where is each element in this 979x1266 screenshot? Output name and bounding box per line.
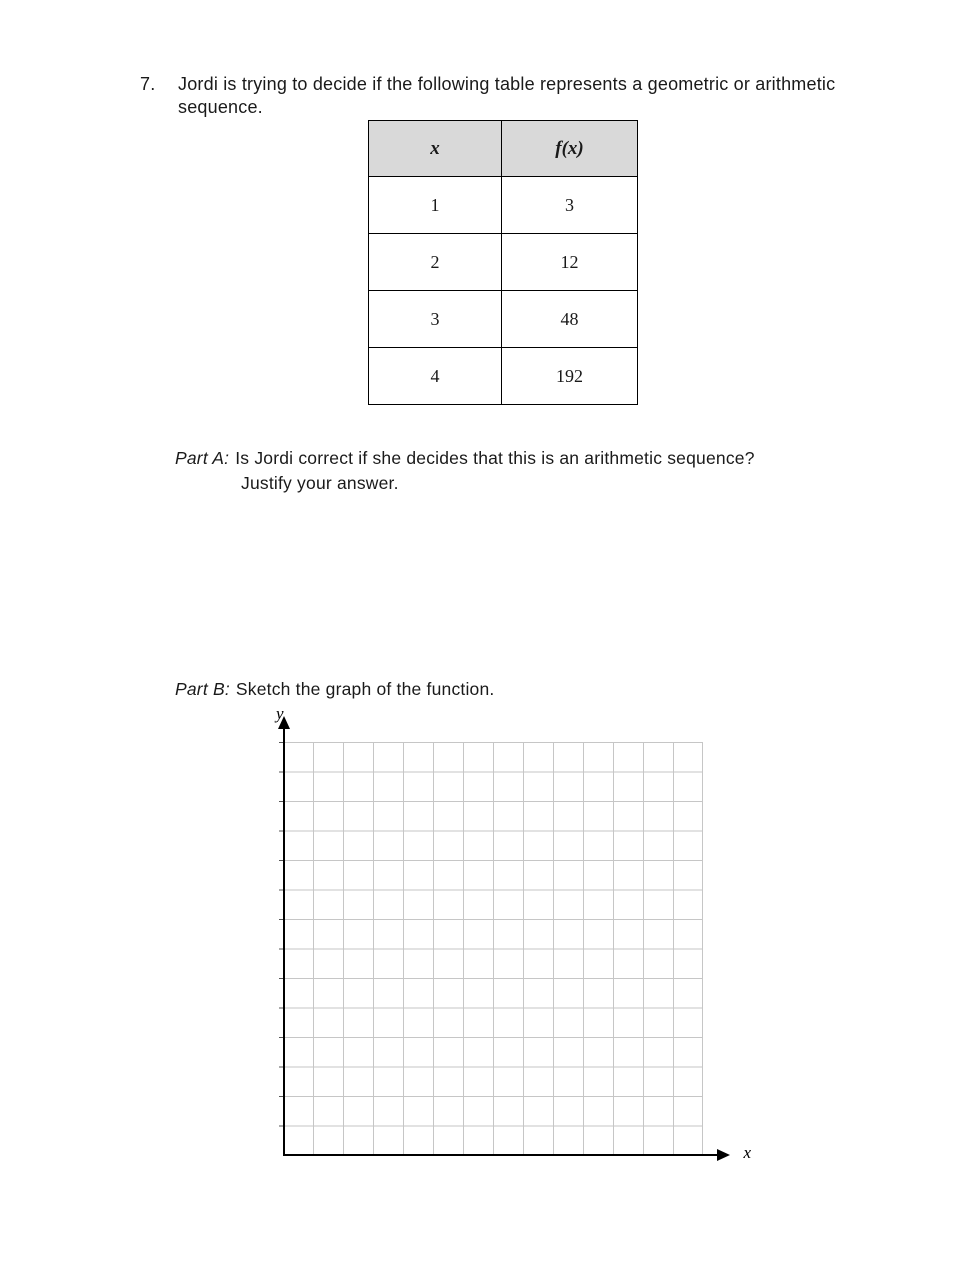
question-number: 7. — [140, 74, 156, 94]
part-b-label: Part B: — [175, 679, 230, 699]
question-7 — [140, 73, 880, 119]
part-a-text: Is Jordi correct if she decides that this is an arithmetic sequence? Justify your answer. — [235, 448, 755, 493]
cell-fx-3: 48 — [502, 291, 638, 348]
question-text: Jordi is trying to decide if the following table represents a geometric or arithmetic sequence. — [178, 74, 836, 117]
x-axis-label: x — [743, 1143, 751, 1162]
cell-x-3: 3 — [369, 291, 502, 348]
y-axis — [283, 728, 285, 1155]
x-axis — [283, 1154, 717, 1156]
y-axis-label: y — [276, 704, 284, 723]
part-a — [175, 446, 787, 496]
part-b — [175, 677, 825, 702]
cell-fx-2: 12 — [502, 234, 638, 291]
graph-grid — [283, 742, 703, 1155]
sketch-graph — [276, 704, 751, 1162]
table-header-row — [369, 121, 638, 177]
cell-x-4: 4 — [369, 348, 502, 405]
x-axis-arrowhead-icon — [717, 1149, 730, 1161]
sequence-table — [368, 120, 638, 405]
cell-x-1: 1 — [369, 177, 502, 234]
table-row — [369, 177, 638, 234]
header-cell-x: x — [369, 121, 502, 177]
part-b-text: Sketch the graph of the function. — [235, 679, 495, 699]
cell-fx-1: 3 — [502, 177, 638, 234]
table-row — [369, 291, 638, 348]
cell-fx-4: 192 — [502, 348, 638, 405]
table-row — [369, 348, 638, 405]
table-row — [369, 234, 638, 291]
header-cell-fx: f(x) — [502, 121, 638, 177]
part-a-label: Part A: — [175, 448, 230, 468]
cell-x-2: 2 — [369, 234, 502, 291]
